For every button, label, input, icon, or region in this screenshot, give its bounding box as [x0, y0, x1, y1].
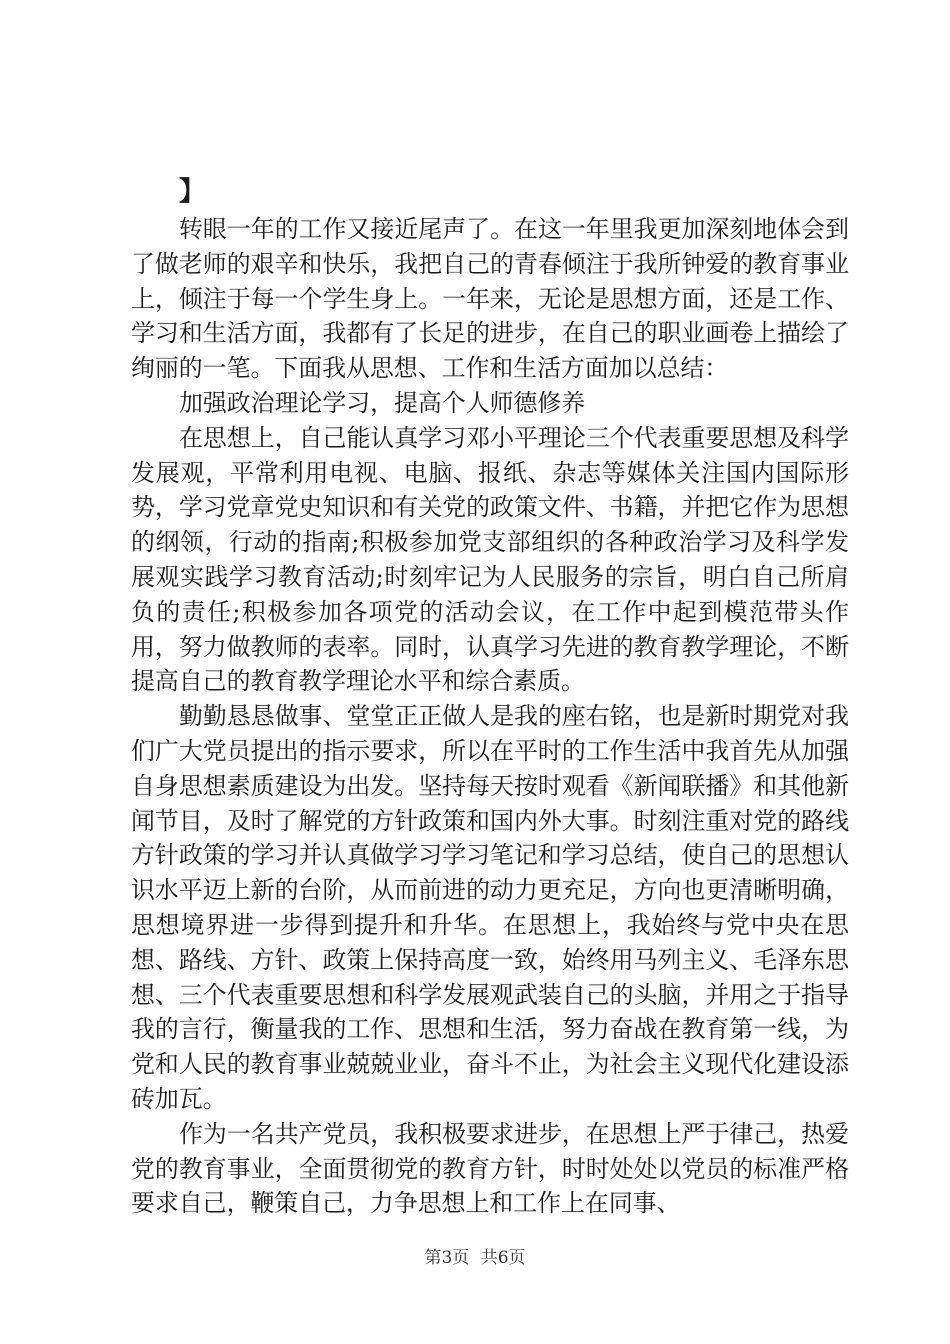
page-footer [0, 1243, 950, 1268]
paragraph-motto: 勤勤恳恳做事、堂堂正正做人是我的座右铭，也是新时期党对我们广大党员提出的指示要求，所以在平时的工作生活中我首先从加强自身思想素质建设为出发。坚持每天按时观看《新闻联播》和其他新闻节目，及时了解党的方针政策和国内外大事。时刻注重对党的路线方针政策的学习并认真做学习学习笔记和学习总结，使自己的思想认识水平迈上新的台阶，从而前进的动力更充足，方向也更清晰明确，思想境界进一步得到提升和升华。在思想上，我始终与党中央在思想、路线、方针、政策上保持高度一致，始终用马列主义、毛泽东思想、三个代表重要思想和科学发展观武装自己的头脑，并用之于指导我的言行，衡量我的工作、思想和生活，努力奋战在教育第一线，为党和人民的教育事业兢兢业业，奋斗不止，为社会主义现代化建设添砖加瓦。 [131, 702, 849, 1113]
page-number: 第3页 [424, 1248, 470, 1268]
paragraph-thought: 在思想上，自己能认真学习邓小平理论三个代表重要思想及科学发展观，平常利用电视、电脑、报纸、杂志等媒体关注国内国际形势，学习党章党史知识和有关党的政策文件、书籍，并把它作为思想的纲领，行动的指南;积极参加党支部组织的各种政治学习及科学发展观实践学习教育活动;时刻牢记为人民服务的宗旨，明白自己所肩负的责任;积极参加各项党的活动会议，在工作中起到模范带头作用，努力做教师的表率。同时，认真学习先进的教育教学理论，不断提高自己的教育教学理论水平和综合素质。 [131, 423, 849, 696]
paragraph-party-member: 作为一名共产党员，我积极要求进步，在思想上严于律己，热爱党的教育事业，全面贯彻党的教育方针，时时处处以党员的标准严格要求自己，鞭策自己，力争思想上和工作上在同事、 [131, 1119, 849, 1218]
section-heading: 加强政治理论学习，提高个人师德修养 [179, 388, 586, 417]
paragraph-intro: 转眼一年的工作又接近尾声了。在这一年里我更加深刻地体会到了做老师的艰辛和快乐，我把自己的青春倾注于我所钟爱的教育事业上，倾注于每一个学生身上。一年来，无论是思想方面，还是工作、学习和生活方面，我都有了长足的进步，在自己的职业画卷上描绘了绚丽的一笔。下面我从思想、工作和生活方面加以总结： [131, 215, 849, 383]
document-body [131, 172, 849, 1221]
closing-bracket: 】 [179, 177, 206, 207]
page-total: 共6页 [480, 1248, 526, 1268]
